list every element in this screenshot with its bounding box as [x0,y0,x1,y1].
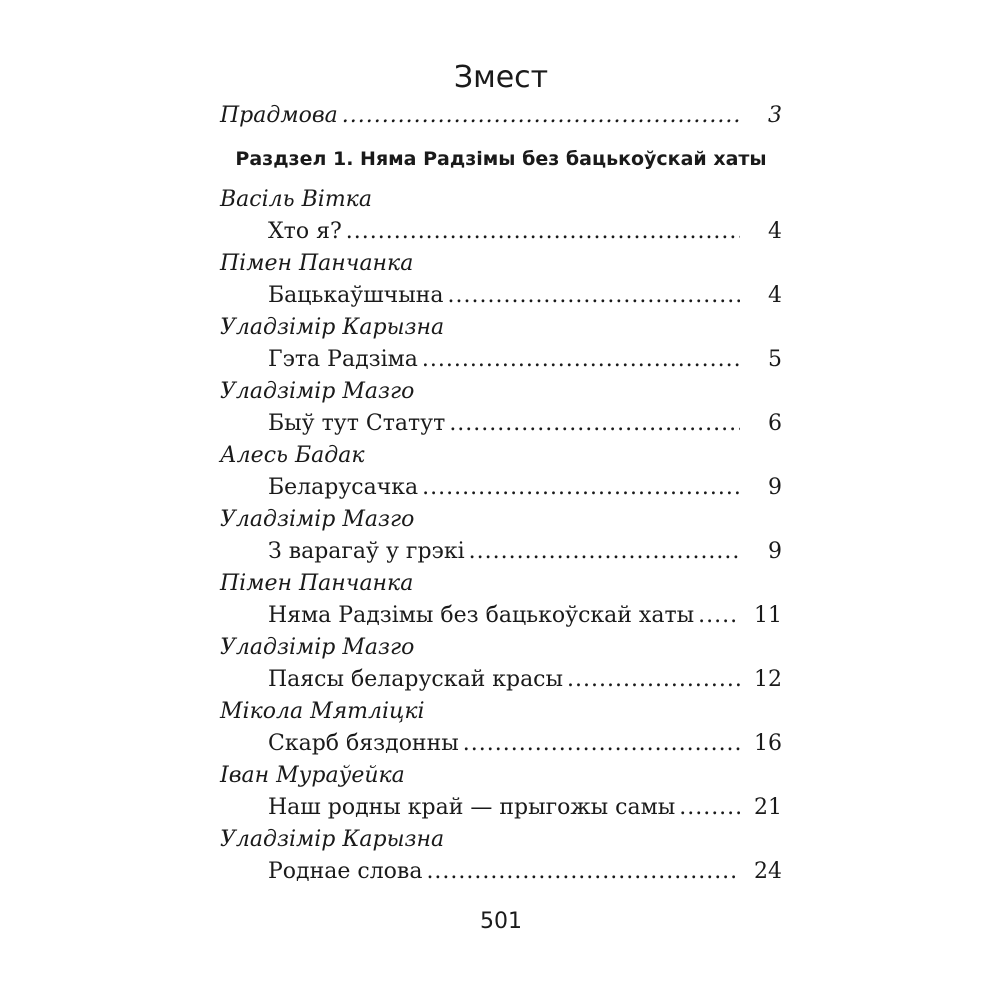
toc-entry [268,600,782,632]
page-title: Змест [453,60,549,95]
toc-entry [268,792,782,824]
entry-author: Васіль Вітка [220,187,372,212]
page-number: 3 [768,103,782,128]
dot-leader [426,856,740,888]
toc-entry [268,728,782,760]
toc-entry [268,472,782,504]
dot-leader [567,664,740,696]
toc-entry [268,280,782,312]
entry-author: Уладзімір Карызна [220,827,445,852]
dot-leader [422,472,740,504]
page-folio: 501 [480,909,522,934]
entry-work-title: З варагаў у грэкі [268,539,465,564]
toc-entry [268,216,782,248]
toc-entry [268,408,782,440]
entry-work-title: Гэта Радзіма [268,347,418,372]
page-number: 24 [754,859,782,884]
entry-work-title: Быў тут Статут [268,411,446,436]
dot-leader [449,408,740,440]
entry-author: Іван Мураўейка [220,763,405,788]
entry-author: Пімен Панчанка [220,571,414,596]
entry-work-title: Наш родны край — прыгожы самы [268,795,676,820]
dot-leader [679,792,740,824]
page-number: 4 [768,219,782,244]
entry-author: Пімен Панчанка [220,251,414,276]
toc-entry [268,344,782,376]
toc-entry [268,536,782,568]
entry-author: Уладзімір Мазго [220,635,415,660]
toc-entry [268,664,782,696]
page-number: 5 [768,347,782,372]
entry-author: Алесь Бадак [220,443,365,468]
page-number: 21 [754,795,782,820]
page-number: 9 [768,475,782,500]
dot-leader [448,280,740,312]
entry-author: Уладзімір Карызна [220,315,445,340]
section-heading: Раздзел 1. Няма Радзімы без бацькоўскай хаты [235,148,767,170]
page-number: 4 [768,283,782,308]
entry-author: Уладзімір Мазго [220,507,415,532]
entry-work-title: Няма Радзімы без бацькоўскай хаты [268,603,695,628]
entry-work-title: Хто я? [268,219,342,244]
entry-work-title: Паясы беларускай красы [268,667,564,692]
entry-work-title: Бацькаўшчына [268,283,444,308]
dot-leader [469,536,740,568]
page-number: 6 [768,411,782,436]
page-number: 11 [754,603,782,628]
dot-leader [463,728,740,760]
dot-leader [342,100,740,132]
page-number: 16 [754,731,782,756]
toc-entry [268,856,782,888]
entry-work-title: Беларусачка [268,475,419,500]
dot-leader [422,344,740,376]
dot-leader [346,216,740,248]
page-number: 12 [754,667,782,692]
toc-entry-preface [220,100,782,132]
preface-label: Прадмова [220,103,338,128]
toc-page [220,0,782,1000]
entry-work-title: Скарб бяздонны [268,731,459,756]
entry-author: Мікола Мятліцкі [220,699,425,724]
entry-author: Уладзімір Мазго [220,379,415,404]
dot-leader [698,600,740,632]
page-number: 9 [768,539,782,564]
entry-work-title: Роднае слова [268,859,423,884]
